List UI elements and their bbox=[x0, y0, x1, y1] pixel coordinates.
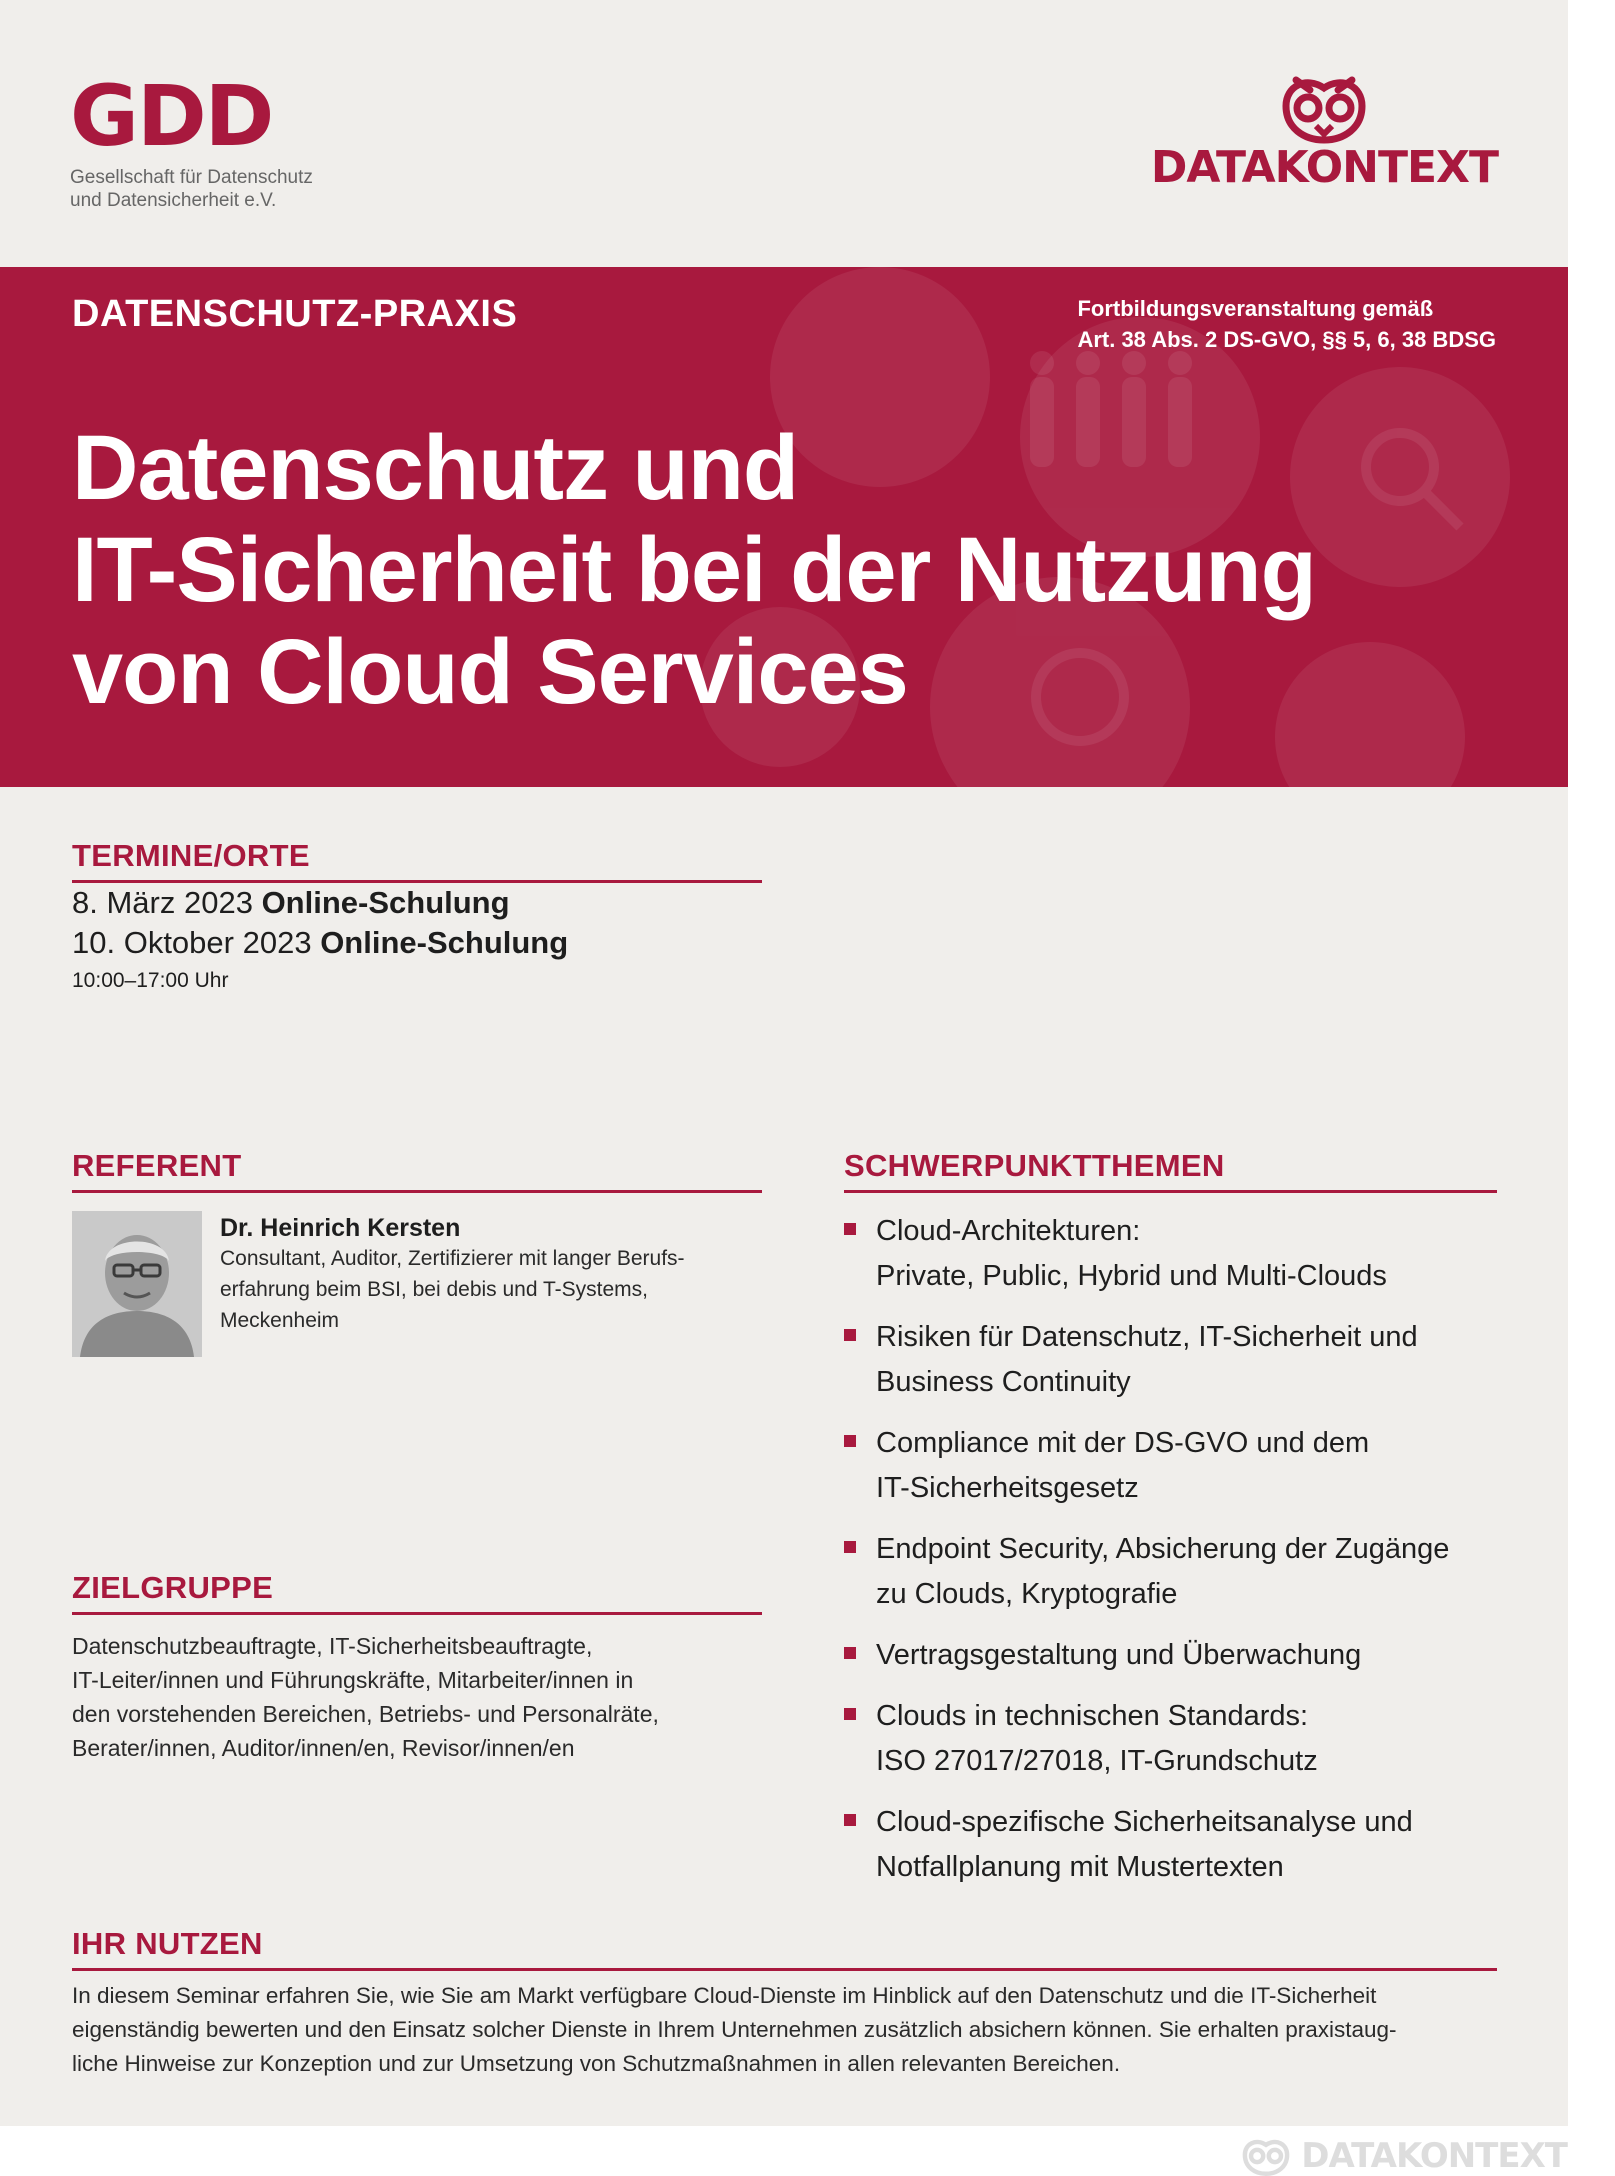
list-item bbox=[844, 1694, 1497, 1784]
footer-datakontext-logo bbox=[1239, 2136, 1567, 2176]
text-line: liche Hinweise zur Konzeption und zur Umsetzung von Schutzmaßnahmen in allen relevanten Bereichen. bbox=[72, 2051, 1121, 2076]
time-text: 10:00–17:00 Uhr bbox=[72, 969, 229, 992]
topic-line: zu Clouds, Kryptografie bbox=[876, 1578, 1178, 1610]
certification-line: Art. 38 Abs. 2 DS-GVO, §§ 5, 6, 38 BDSG bbox=[1077, 327, 1496, 352]
list-item bbox=[844, 1209, 1497, 1299]
text-line: In diesem Seminar erfahren Sie, wie Sie am Markt verfügbare Cloud-Dienste im Hinblick auf den Datenschutz und die IT-Sicherheit bbox=[72, 1983, 1377, 2008]
topic-line: Cloud-Architekturen: bbox=[876, 1215, 1141, 1247]
section-heading: SCHWERPUNKTTHEMEN bbox=[844, 1148, 1497, 1193]
topic-line: IT-Sicherheitsgesetz bbox=[876, 1472, 1139, 1504]
topic-list bbox=[844, 1209, 1497, 1890]
title-banner bbox=[0, 267, 1568, 787]
topic-line: Compliance mit der DS-GVO und dem bbox=[876, 1427, 1370, 1459]
referent-body bbox=[72, 1211, 762, 1361]
bullet-square-icon bbox=[844, 1647, 856, 1659]
datakontext-wordmark: DATAKONTEXT bbox=[1150, 142, 1498, 193]
gdd-logo-subtitle bbox=[70, 166, 313, 212]
topic-line: Private, Public, Hybrid und Multi-Clouds bbox=[876, 1260, 1387, 1292]
date-text: 8. März 2023 bbox=[72, 885, 253, 920]
topic-line: Endpoint Security, Absicherung der Zugänge bbox=[876, 1533, 1450, 1565]
text-line: den vorstehenden Bereichen, Betriebs- und Personalräte, bbox=[72, 1701, 659, 1727]
text-line: Berater/innen, Auditor/innen/en, Revisor/innen/en bbox=[72, 1735, 575, 1761]
owl-logo-icon bbox=[1239, 2136, 1293, 2176]
section-heading: ZIELGRUPPE bbox=[72, 1570, 762, 1615]
title-line: Datenschutz und bbox=[72, 417, 799, 519]
description-line: Consultant, Auditor, Zertifizierer mit langer Berufs- bbox=[220, 1247, 685, 1270]
topic-line: ISO 27017/27018, IT-Grundschutz bbox=[876, 1745, 1318, 1777]
footer-wordmark: DATAKONTEXT bbox=[1301, 2136, 1567, 2176]
bullet-square-icon bbox=[844, 1329, 856, 1341]
list-item bbox=[844, 1800, 1497, 1890]
owl-logo-icon bbox=[1276, 72, 1372, 144]
topic-line: Risiken für Datenschutz, IT-Sicherheit und bbox=[876, 1321, 1418, 1353]
gdd-logo bbox=[70, 67, 313, 212]
topic-line: Clouds in technischen Standards: bbox=[876, 1700, 1309, 1732]
date-entry bbox=[72, 923, 762, 963]
bullet-square-icon bbox=[844, 1541, 856, 1553]
schwerpunktthemen-section bbox=[844, 1148, 1497, 1906]
ihr-nutzen-section bbox=[72, 1926, 1497, 2081]
bullet-square-icon bbox=[844, 1708, 856, 1720]
referent-details bbox=[220, 1213, 760, 1336]
zielgruppe-text bbox=[72, 1629, 762, 1765]
text-line: eigenständig bewerten und den Einsatz solcher Dienste in Ihrem Unternehmen zusätzlich absichern können. Sie erhalten praxistaug- bbox=[72, 2017, 1397, 2042]
location-text: Online-Schulung bbox=[261, 885, 510, 920]
gdd-subtitle-line: und Datensicherheit e.V. bbox=[70, 190, 277, 211]
list-item bbox=[844, 1527, 1497, 1617]
gdd-subtitle-line: Gesellschaft für Datenschutz bbox=[70, 167, 313, 188]
datakontext-logo bbox=[1150, 72, 1498, 193]
list-item bbox=[844, 1315, 1497, 1405]
topic-line: Vertragsgestaltung und Überwachung bbox=[876, 1639, 1362, 1671]
seminar-title bbox=[72, 417, 1316, 723]
list-item bbox=[844, 1421, 1497, 1511]
text-line: IT-Leiter/innen und Führungskräfte, Mitarbeiter/innen in bbox=[72, 1667, 634, 1693]
certification-line: Fortbildungsveranstaltung gemäß bbox=[1077, 296, 1434, 321]
section-heading: IHR NUTZEN bbox=[72, 1926, 1497, 1971]
description-line: erfahrung beim BSI, bei debis und T-Systems, bbox=[220, 1278, 648, 1301]
topic-line: Notfallplanung mit Mustertexten bbox=[876, 1851, 1284, 1883]
series-label: DATENSCHUTZ-PRAXIS bbox=[72, 293, 518, 335]
list-item bbox=[844, 1633, 1497, 1678]
title-line: IT-Sicherheit bei der Nutzung bbox=[72, 519, 1316, 621]
description-line: Meckenheim bbox=[220, 1309, 340, 1332]
termine-section bbox=[72, 838, 762, 993]
referent-section bbox=[72, 1148, 762, 1361]
nutzen-text bbox=[72, 1979, 1497, 2081]
text-line: Datenschutzbeauftragte, IT-Sicherheitsbeauftragte, bbox=[72, 1633, 593, 1659]
gdd-logo-mark: GDD bbox=[70, 67, 273, 165]
date-text: 10. Oktober 2023 bbox=[72, 925, 312, 960]
bullet-square-icon bbox=[844, 1435, 856, 1447]
title-line: von Cloud Services bbox=[72, 621, 908, 723]
bullet-square-icon bbox=[844, 1814, 856, 1826]
section-heading: REFERENT bbox=[72, 1148, 762, 1193]
topic-line: Business Continuity bbox=[876, 1366, 1131, 1398]
location-text: Online-Schulung bbox=[320, 925, 569, 960]
speaker-portrait-icon bbox=[72, 1211, 202, 1357]
zielgruppe-section bbox=[72, 1570, 762, 1765]
speaker-description bbox=[220, 1243, 760, 1336]
speaker-name: Dr. Heinrich Kersten bbox=[220, 1214, 461, 1242]
certification-note bbox=[1077, 293, 1496, 355]
bullet-square-icon bbox=[844, 1223, 856, 1235]
topic-line: Cloud-spezifische Sicherheitsanalyse und bbox=[876, 1806, 1413, 1838]
section-heading: TERMINE/ORTE bbox=[72, 838, 762, 883]
date-entry bbox=[72, 883, 762, 923]
